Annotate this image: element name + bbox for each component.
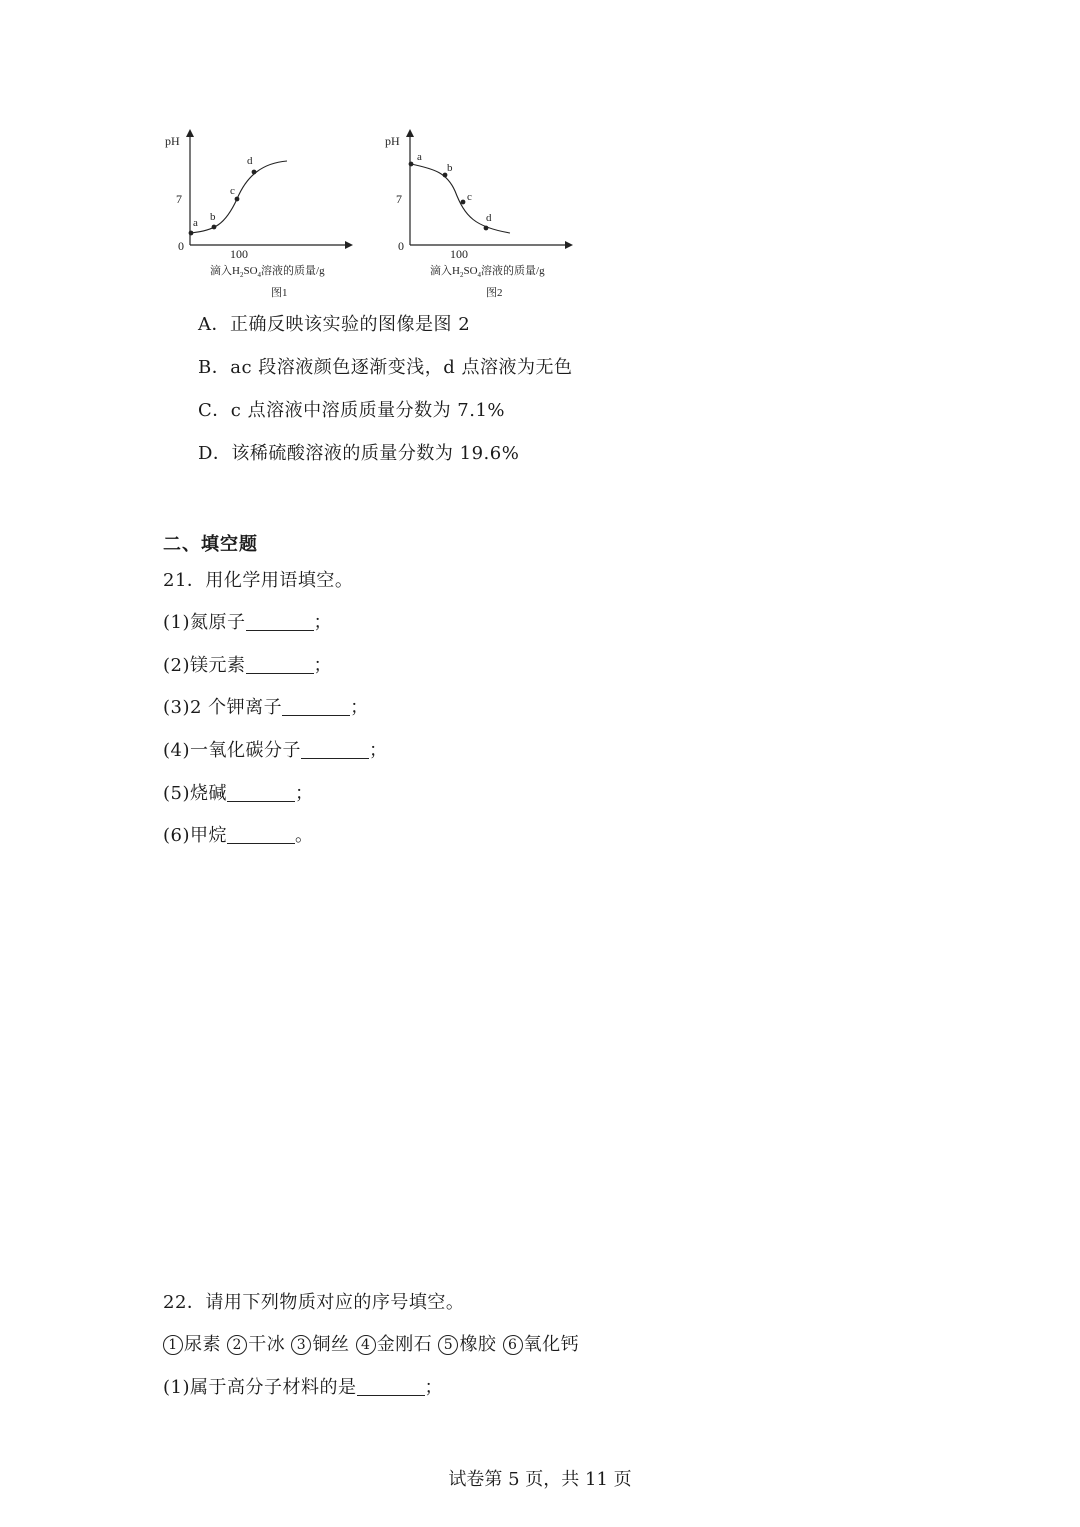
answer-blank[interactable]	[282, 697, 350, 716]
question-22-stem: 22．请用下列物质对应的序号填空。	[163, 1292, 465, 1313]
y-tick-7: 7	[176, 192, 182, 206]
option-c: C．c 点溶液中溶质质量分数为 7.1%	[198, 400, 506, 421]
origin-label: 0	[398, 239, 404, 253]
circled-number: 6	[503, 1335, 523, 1355]
y-axis-label: pH	[165, 134, 180, 148]
answer-blank[interactable]	[227, 825, 295, 844]
x-axis-arrow	[565, 241, 573, 249]
label-a: a	[417, 151, 422, 163]
q21-item-5: (5)烧碱 ；	[163, 783, 314, 804]
q22-choices: 1 尿素 2 干冰 3 铜丝 4 金刚石 5 橡胶 6 氧化钙	[163, 1330, 579, 1356]
x-tick-100: 100	[450, 247, 468, 261]
q21-item-4: (4)一氧化碳分子 ；	[163, 740, 388, 761]
question-21-stem: 21．用化学用语填空。	[163, 570, 354, 591]
point-b	[212, 225, 217, 230]
y-axis-arrow	[186, 129, 194, 137]
y-axis-arrow	[406, 129, 414, 137]
option-a: A．正确反映该实验的图像是图 2	[198, 314, 471, 335]
point-c	[461, 200, 466, 205]
label-b: b	[447, 162, 453, 174]
x-axis-label: 滴入$H_2SO_4$溶液的质量/g	[430, 265, 545, 279]
origin-label: 0	[178, 239, 184, 253]
label-b: b	[210, 211, 216, 223]
q21-item-label: (2)镁元素	[163, 655, 246, 676]
figure-caption: 图1	[271, 287, 288, 299]
circled-number: 1	[163, 1335, 183, 1355]
q21-item-2: (2)镁元素 ；	[163, 655, 332, 676]
q22-item-1: (1)属于高分子材料的是 ；	[163, 1377, 443, 1398]
q21-item-6: (6)甲烷 。	[163, 825, 314, 846]
q21-item-label: (3)2 个钾离子	[163, 697, 283, 718]
circled-number: 5	[438, 1335, 458, 1355]
label-d: d	[486, 212, 492, 224]
q21-item-label: (6)甲烷	[163, 825, 227, 846]
q22-item-label: (1)属于高分子材料的是	[163, 1377, 357, 1398]
ph-curve	[411, 164, 510, 233]
y-tick-7: 7	[396, 192, 402, 206]
ph-curve	[191, 161, 287, 233]
point-a	[189, 231, 194, 236]
point-d	[252, 170, 257, 175]
figure-caption: 图2	[486, 287, 503, 299]
x-axis-label: 滴入$H_2SO_4$溶液的质量/g	[210, 265, 325, 279]
figure-2	[375, 125, 585, 305]
label-c: c	[230, 185, 235, 197]
answer-blank[interactable]	[301, 740, 369, 759]
option-d: D．该稀硫酸溶液的质量分数为 19.6%	[198, 443, 520, 464]
circled-number: 3	[291, 1335, 311, 1355]
x-tick-100: 100	[230, 247, 248, 261]
answer-blank[interactable]	[246, 612, 314, 631]
answer-blank[interactable]	[357, 1377, 425, 1396]
option-b: B．ac 段溶液颜色逐渐变浅，d 点溶液为无色	[198, 357, 573, 378]
label-c: c	[467, 191, 472, 203]
figure-1	[155, 125, 365, 305]
q21-item-label: (1)氮原子	[163, 612, 246, 633]
point-c	[235, 197, 240, 202]
circled-number: 2	[227, 1335, 247, 1355]
x-axis-arrow	[345, 241, 353, 249]
q21-item-3: (3)2 个钾离子 ；	[163, 697, 369, 718]
answer-blank[interactable]	[227, 783, 295, 802]
q21-item-label: (4)一氧化碳分子	[163, 740, 301, 761]
point-a	[409, 162, 414, 167]
label-a: a	[193, 217, 198, 229]
q21-item-1: (1)氮原子 ；	[163, 612, 332, 633]
y-axis-label: pH	[385, 134, 400, 148]
page-footer: 试卷第 5 页，共 11 页	[448, 1469, 632, 1490]
section-heading: 二、填空题	[163, 534, 258, 555]
circled-number: 4	[356, 1335, 376, 1355]
answer-blank[interactable]	[246, 655, 314, 674]
point-d	[484, 226, 489, 231]
q21-item-label: (5)烧碱	[163, 783, 227, 804]
label-d: d	[247, 155, 253, 167]
